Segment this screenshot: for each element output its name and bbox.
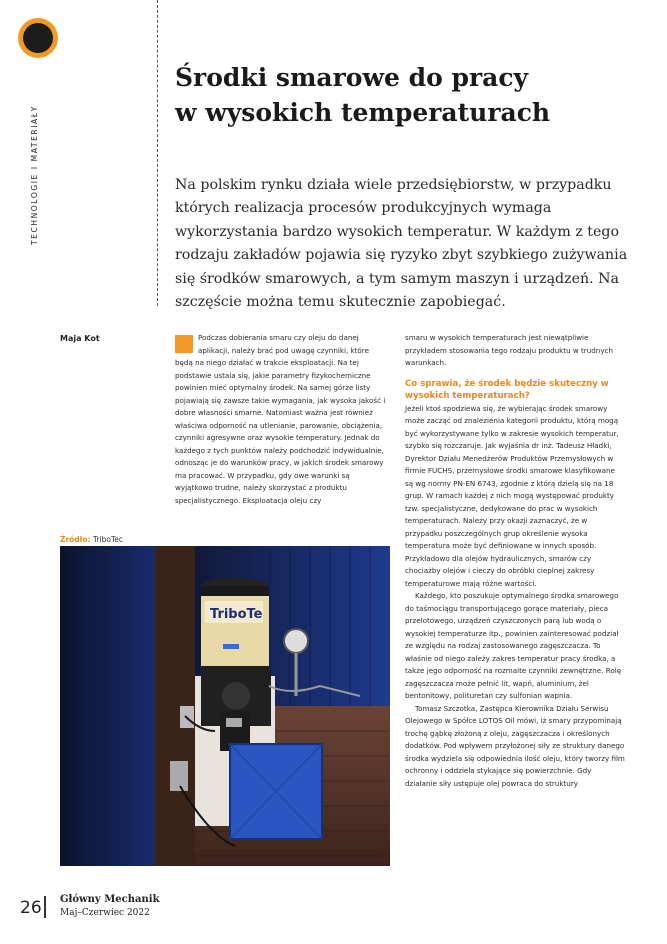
- body-column-1: [175, 332, 388, 507]
- body-paragraph: smaru w wysokich temperaturach jest niewątpliwie przykładem stosowania tego rodzaju produktu w trudnych warunkach.: [405, 333, 614, 367]
- photo-source-name: TriboTec: [92, 535, 124, 544]
- article-title: [175, 60, 645, 130]
- magazine-logo-icon: [18, 18, 58, 58]
- body-paragraph: Jeżeli ktoś spodziewa się, że wybierając środek smarowy może zacząć od znalezienia kategorii produktu, którą mogą być wykorzystywane tylko w zakresie wysokich temperatur, szybko się rozczaruje. Jak wyjaśnia dr inż. Tadeusz Hładki, Dyrektor Działu Menedżerów Produktów Przemysłowych w firmie FUCHS, przemysłowe środki smarowe klasyfikowane są wg normy PN-EN 6743, zgodnie z którą dzielą się na 18 grup. W ramach każdej z nich mogą występować produkty tzw. specjalistyczne, dedykowane do prac w wysokich temperaturach. Należy przy okazji zaznaczyć, że w przypadku poszczególnych grup określenie wysoka temperatura może być definiowane w innych sposób. Przykładowo dla olejów hydraulicznych, smarów czy chociażby olejów i cieczy do obróbki cieplnej zakresy temperaturowe mają różne wartości.: [405, 403, 619, 588]
- body-paragraph: Każdego, kto poszukuje optymalnego środka smarowego do taśmociągu transportującego gorące materiały, pieca przelotowego, urządzeń czyszczonych parą lub wodą o wysokiej temperaturze itp., powinien zainteresować podział ze względu na rodzaj zastosowanego zagęszczacza. To właśnie od niego zależy zakres temperatur pracy środka, a także jego odporność na rozmaite czynniki zewnętrzne. Rolę zagęszczacza może pełnić lit, wapń, aluminium, żel bentonitowy, polituretan czy sulfonian wapnia.: [405, 591, 622, 700]
- photo-source-label: Źródło:: [60, 535, 91, 544]
- title-line-2: w wysokich temperaturach: [175, 98, 551, 127]
- author-name: Maja Kot: [60, 334, 100, 343]
- magazine-title: Główny Mechanik: [60, 894, 160, 905]
- header-divider: [157, 0, 158, 306]
- article-photo: [60, 546, 390, 866]
- body-paragraph: Podczas dobierania smaru czy oleju do danej aplikacji, należy brać pod uwagę czynniki, które będą na niego działać w trakcie eksploatacji. Na tej podstawie ustala się, jakie parametry fizykochemiczne powinien mieć optymalny środek. Na samej górze listy pojawiają się zawsze takie wymagania, jak wysoka jakość i dobre własności smarne. Natomiast ważna jest również właściwa odporność na utlenianie, parowanie, obciążenia, czynniki agresywne oraz wysokie temperatury. Jednak do każdego z tych punktów należy podchodzić indywidualnie, odnosząc je do warunków pracy, w jakich środek smarowy ma pracować. W przypadku, gdy owe warunki są wyjątkowo trudne, należy skorzystać z produktu specjalistycznego. Eksploatacja oleju czy: [175, 333, 386, 505]
- photo-brand-text: TriboTe: [210, 607, 263, 622]
- section-subheading: Co sprawia, że środek będzie skuteczny w wysokich temperaturach?: [405, 378, 609, 401]
- body-paragraph: Tomasz Szczotka, Zastępca Kierownika Działu Serwisu Olejowego w Spółce LOTOS Oil mówi, iż smary przypominają trochę gąbkę złożoną z oleju, zagęszczacza i określonych dodatków. Pod wpływem przyłożonej siły ze struktury danego środka wydziela się odpowiednia ilość oleju, który tworzy film ochronny i oddziela stykające się powierzchnie. Gdy działanie siły ustępuje olej powraca do struktury: [405, 703, 625, 788]
- article-lead: Na polskim rynku działa wiele przedsiębiorstw, w przypadku których realizacja procesów produkcyjnych wymaga wykorzystania bardzo wysokich temperatur. W każdym z tego rodzaju zakładów pojawia się ryzyko zbyt szybkiego zużywania się środków smarowych, a tym samym maszyn i urządzeń. Na szczęście można temu skutecznie zapobiegać.: [175, 177, 628, 311]
- page-number: 26: [20, 898, 42, 918]
- photo-source: [60, 535, 123, 544]
- lubrication-system-photo: [60, 546, 390, 866]
- issue-date: Maj–Czerwiec 2022: [60, 908, 150, 918]
- footer-divider: [44, 896, 46, 918]
- dropcap-square: [175, 335, 193, 353]
- section-label: TECHNOLOGIE I MATERIAŁY: [30, 105, 39, 245]
- body-column-2: [405, 332, 625, 790]
- title-line-1: Środki smarowe do pracy: [175, 63, 529, 92]
